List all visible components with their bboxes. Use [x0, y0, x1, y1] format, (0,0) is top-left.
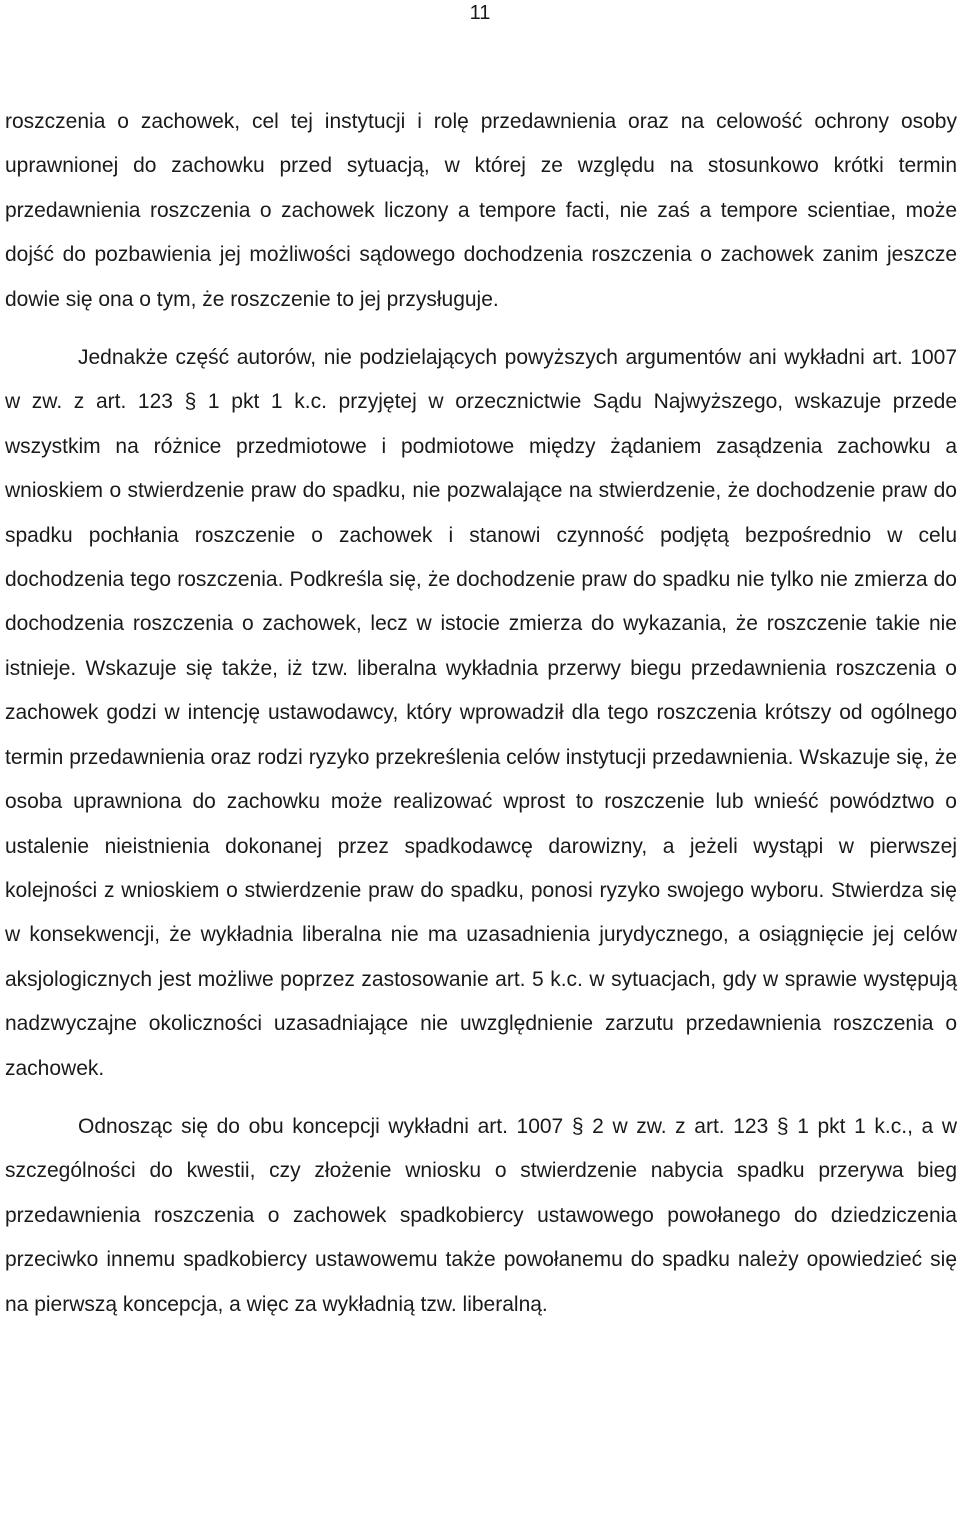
page-number: 11 [469, 2, 491, 24]
paragraph-3: Odnosząc się do obu koncepcji wykładni art. 1007 § 2 w zw. z art. 123 § 1 pkt 1 k.c., a w szczególności do kwestii, czy złożenie wniosku o stwierdzenie nabycia spadku przerywa bieg przedawnienia roszczenia o zachowek spadkobiercy ustawowego powołanego do dziedziczenia przeciwko innemu spadkobiercy ustawowemu także powołanemu do spadku należy opowiedzieć się na pierwszą koncepcja, a więc za wykładnią tzw. liberalną. [5, 1114, 957, 1316]
paragraph-2: Jednakże część autorów, nie podzielających powyższych argumentów ani wykładni art. 1007 w zw. z art. 123 § 1 pkt 1 k.c. przyjętej w orzecznictwie Sądu Najwyższego, wskazuje przede wszystkim na różnice przedmiotowe i podmiotowe między żądaniem zasądzenia zachowku a wnioskiem o stwierdzenie praw do spadku, nie pozwalające na stwierdzenie, że dochodzenie praw do spadku pochłania roszczenie o zachowek i stanowi czynność podjętą bezpośrednio w celu dochodzenia tego roszczenia. Podkreśla się, że dochodzenie praw do spadku nie tylko nie zmierza do dochodzenia roszczenia o zachowek, lecz w istocie zmierza do wykazania, że roszczenie takie nie istnieje. Wskazuje się także, iż tzw. liberalna wykładnia przerwy biegu przedawnienia roszczenia o zachowek godzi w intencję ustawodawcy, który wprowadził dla tego roszczenia krótszy od ogólnego termin przedawnienia oraz rodzi ryzyko przekreślenia celów instytucji przedawnienia. Wskazuje się, że osoba uprawniona do zachowku może realizować wprost to roszczenie lub wnieść powództwo o ustalenie nieistnienia dokonanej przez spadkodawcę darowizny, a jeżeli wystąpi w pierwszej kolejności z wnioskiem o stwierdzenie praw do spadku, ponosi ryzyko swojego wyboru. Stwierdza się w konsekwencji, że wykładnia liberalna nie ma uzasadnienia jurydycznego, a osiągnięcie jej celów aksjologicznych jest możliwe poprzez zastosowanie art. 5 k.c. w sytuacjach, gdy w sprawie występują nadzwyczajne okoliczności uzasadniające nie uwzględnienie zarzutu przedawnienia roszczenia o zachowek. [5, 346, 957, 1080]
document-body [5, 100, 957, 1327]
paragraph-1: roszczenia o zachowek, cel tej instytucji i rolę przedawnienia oraz na celowość ochrony osoby uprawnionej do zachowku przed sytuacją, w której ze względu na stosunkowo krótki termin przedawnienia roszczenia o zachowek liczony a tempore facti, nie zaś a tempore scientiae, może dojść do pozbawienia jej możliwości sądowego dochodzenia roszczenia o zachowek zanim jeszcze dowie się ona o tym, że roszczenie to jej przysługuje. [5, 110, 957, 311]
